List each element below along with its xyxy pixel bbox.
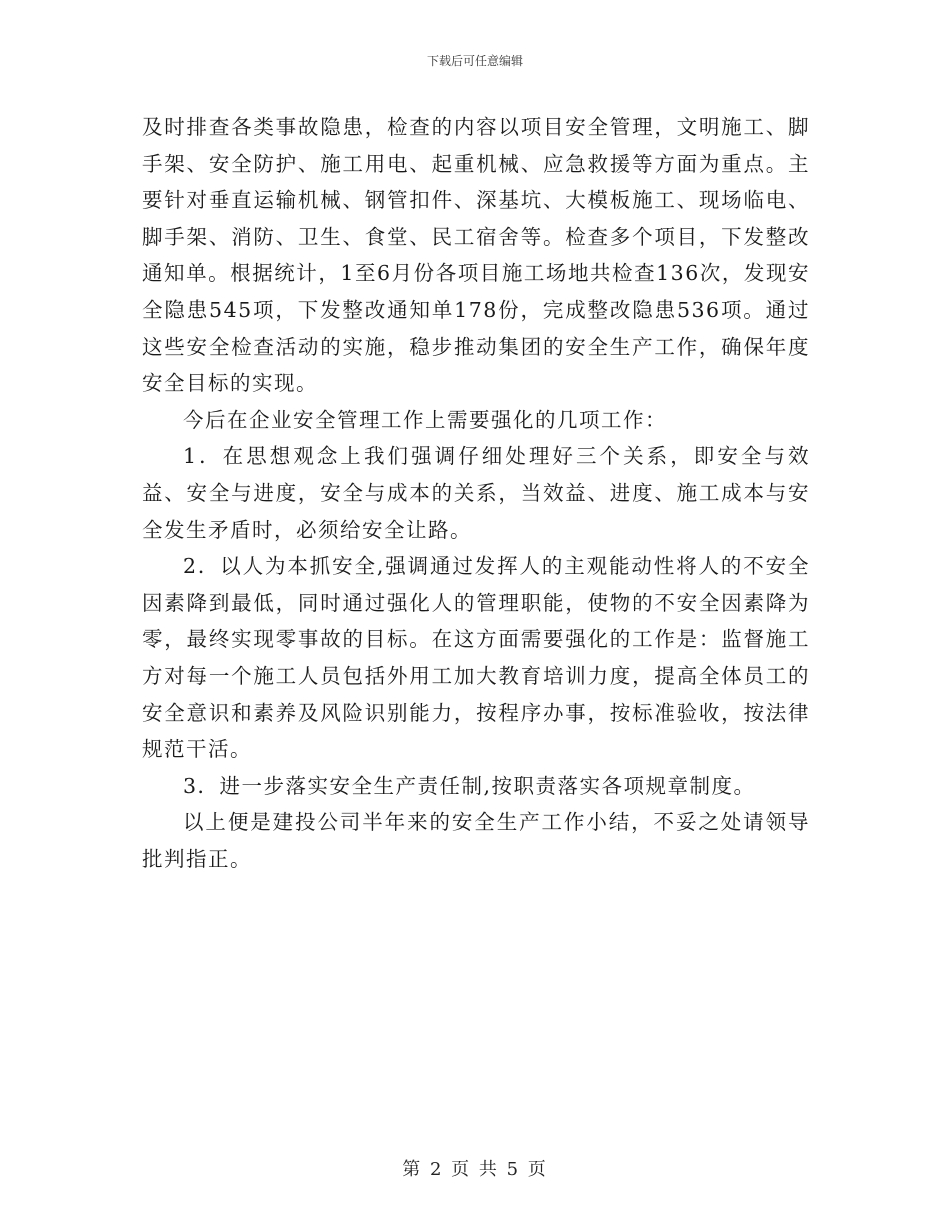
page-number-footer: 第 2 页 共 5 页 [402,1159,548,1180]
paragraph-item-3: 3．进一步落实安全生产责任制,按职责落实各项规章制度。 [183,773,756,798]
page-header-note: 下载后可任意编辑 [426,54,523,68]
document-body [142,109,810,877]
paragraph-item-2: 2．以人为本抓安全,强调通过发挥人的主观能动性将人的不安全因素降到最低，同时通过强化人的管理职能，使物的不安全因素降为零，最终实现零事故的目标。在这方面需要强化的工作是：监督施工方对每一个施工人员包括外用工加大教育培训力度，提高全体员工的安全意识和素养及风险识别能力，按程序办事，按标准验收，按法律规范干活。 [142,554,810,762]
paragraph-conclusion: 以上便是建投公司半年来的安全生产工作小结，不妥之处请领导批判指正。 [142,810,810,871]
paragraph-intro: 今后在企业安全管理工作上需要强化的几项工作： [183,407,667,432]
paragraph-continuation: 及时排查各类事故隐患，检查的内容以项目安全管理，文明施工、脚手架、安全防护、施工用电、起重机械、应急救援等方面为重点。主要针对垂直运输机械、钢管扣件、深基坑、大模板施工、现场临电、脚手架、消防、卫生、食堂、民工宿舍等。检查多个项目，下发整改通知单。根据统计，1至6月份各项目施工场地共检查136次，发现安全隐患545项，下发整改通知单178份，完成整改隐患536项。通过这些安全检查活动的实施，稳步推动集团的安全生产工作，确保年度安全目标的实现。 [142,115,810,396]
paragraph-item-1: 1．在思想观念上我们强调仔细处理好三个关系，即安全与效益、安全与进度，安全与成本的关系，当效益、进度、施工成本与安全发生矛盾时，必须给安全让路。 [142,444,810,542]
